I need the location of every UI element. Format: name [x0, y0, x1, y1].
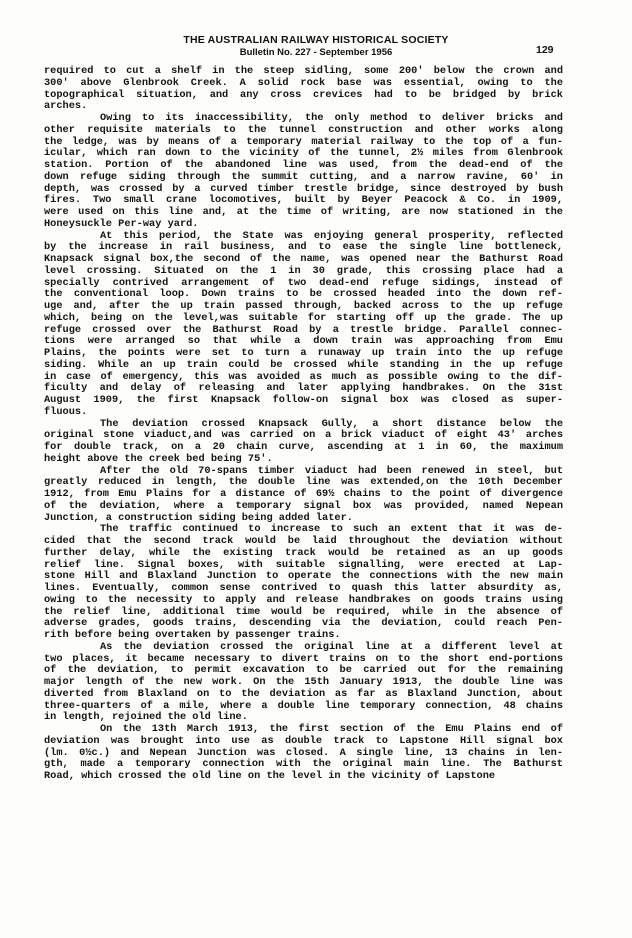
text-line: After the old 70-spans timber viaduct had been renewed in steel, but	[100, 464, 563, 477]
text-line: the conventional loop. Down trains to be crossed headed into the down ref-	[44, 288, 563, 301]
text-line: icular, which ran down to the vicinity of the tunnel, 2½ miles from Glenbrook	[44, 147, 563, 160]
text-line: (lm. 0½c.) and Nepean Junction was closed. A single line, 13 chains in len-	[44, 746, 563, 759]
text-line: Road, which crossed the old line on the level in the vicinity of Lapstone	[44, 770, 496, 782]
text-line: in length, rejoined the old line.	[44, 711, 248, 724]
text-line: lines. Eventually, common sense contrived to quash this latter absurdity as,	[44, 582, 563, 594]
text-line: level crossing. Situated on the 1 in 30 grade, this crossing place had a	[44, 264, 563, 277]
text-line: siding. While an up train could be crossed while standing in the up refuge	[44, 358, 563, 371]
text-line: fires. Two small crane locomotives, built by Beyer Peacock & Co. in 1909,	[44, 194, 563, 207]
text-line: relief line. Signal boxes, with suitable signalling, were erected at Lap-	[44, 558, 563, 571]
text-line: 300' above Glenbrook Creek. A solid rock base was essential, owing to the	[44, 76, 563, 89]
text-line: topographical situation, and any cross crevices had to be bridged by brick	[44, 88, 563, 101]
paragraph	[44, 724, 563, 783]
text-line: stone Hill and Blaxland Junction to operate the connections with the new main	[44, 570, 563, 583]
paragraph	[44, 231, 563, 419]
text-line: for double track, on a 20 chain curve, ascending at 1 in 60, the maximum	[44, 441, 563, 453]
text-line: Honeysuckle Per-way yard.	[44, 217, 199, 230]
text-line: owing to the necessity to apply and release handbrakes on goods trains using	[44, 593, 563, 606]
text-line: major length of the new work. On the 15th January 1913, the double line was	[44, 676, 563, 688]
text-line: specially contrived arrangement of two dead-end refuge sidings, instead of	[44, 276, 563, 289]
text-line: Knapsack signal box,the second of the name, was opened near the Bathurst Road	[44, 253, 563, 265]
text-line: The deviation crossed Knapsack Gully, a short distance below the	[100, 417, 563, 430]
text-line: ficulty and delay of releasing and later applying handbrakes. On the 31st	[44, 382, 563, 395]
text-line: original stone viaduct,and was carried on a brick viaduct of eight 43' arches	[44, 429, 563, 442]
text-line: deviation was brought into use as double track to Lapstone Hill signal box	[44, 734, 563, 747]
text-line: other requisite materials to the tunnel construction and other works along	[44, 123, 563, 136]
paragraph	[44, 466, 563, 525]
society-title: THE AUSTRALIAN RAILWAY HISTORICAL SOCIETY	[183, 34, 449, 46]
paragraph	[44, 524, 563, 642]
text-line: cided that the second track would be laid throughout the deviation without	[44, 535, 563, 547]
paragraph	[44, 419, 563, 466]
text-line: fluous.	[44, 405, 88, 418]
text-line: three-quarters of a mile, where a double line temporary connection, 48 chains	[44, 699, 563, 712]
text-line: which, being on the level,was suitable for starting off up the grade. The up	[44, 311, 563, 324]
text-line: August 1909, the first Knapsack follow-on signal box was closed as super-	[44, 394, 563, 406]
text-line: greatly reduced in length, the double line was extended,on the 10th December	[44, 476, 563, 489]
text-line: by the increase in rail business, and to ease the single line bottleneck,	[44, 241, 563, 254]
text-line: Owing to its inaccessibility, the only method to deliver bricks and	[100, 112, 563, 124]
text-line: the ledge, was by means of a temporary material railway to the top of a fun-	[44, 135, 563, 148]
text-line: uge and, after the up train passed through, backed across to the up refuge	[44, 300, 563, 312]
paragraph	[44, 642, 563, 724]
text-line: As the deviation crossed the original line at a different level at	[100, 640, 563, 653]
text-line: Plains, the points were set to turn a runaway up train into the up refuge	[44, 347, 563, 359]
article-body	[44, 66, 563, 783]
text-line: 1912, from Emu Plains for a distance of 69½ chains to the point of divergence	[44, 488, 563, 500]
text-line: depth, was crossed by a curved timber trestle bridge, since destroyed by bush	[44, 182, 563, 195]
page-number: 129	[536, 44, 554, 56]
text-line: The traffic continued to increase to such an extent that it was de-	[100, 523, 563, 536]
text-line: Junction, a construction siding being added later.	[44, 511, 353, 524]
paragraph	[44, 66, 563, 113]
text-line: At this period, the State was enjoying general prosperity, reflected	[100, 229, 563, 242]
text-line: tions were arranged so that while a down train was approaching from Emu	[44, 335, 563, 348]
text-line: height above the creek bed being 75'.	[44, 452, 273, 465]
text-line: gth, made a temporary connection with the original main line. The Bathurst	[44, 758, 563, 771]
text-line: of the deviation, where a temporary signal box was provided, named Nepean	[44, 499, 563, 512]
text-line: in case of emergency, this was avoided as much as possible owing to the dif-	[44, 370, 563, 383]
text-line: diverted from Blaxland on to the deviation as far as Blaxland Junction, about	[44, 687, 563, 700]
text-line: down refuge siding through the summit cutting, and a narrow ravine, 60' in	[44, 170, 563, 183]
text-line: arches.	[44, 100, 88, 113]
paragraph	[44, 113, 563, 231]
text-line: further delay, while the existing track would be retained as an up goods	[44, 546, 563, 559]
text-line: were used on this line and, at the time of writing, are now stationed in the	[44, 206, 563, 218]
text-line: the relief line, additional time would be required, while in the absence of	[44, 605, 563, 618]
text-line: required to cut a shelf in the steep sidling, some 200' below the crown and	[44, 65, 563, 77]
text-line: refuge crossed over the Bathurst Road by a trestle bridge. Parallel connec-	[44, 323, 563, 336]
text-line: of the deviation, to permit excavation to be carried out for the remaining	[44, 664, 563, 677]
text-line: On the 13th March 1913, the first section of the Emu Plains end of	[100, 723, 563, 735]
text-line: two places, it became necessary to divert trains on to the short end-portions	[44, 652, 563, 665]
bulletin-issue: Bulletin No. 227 - September 1956	[239, 47, 393, 58]
text-line: rith before being overtaken by passenger trains.	[44, 629, 341, 641]
text-line: station. Portion of the abandoned line was used, from the dead-end of the	[44, 159, 563, 171]
text-line: adverse grades, goods trains, descending via the deviation, could reach Pen-	[44, 617, 563, 630]
